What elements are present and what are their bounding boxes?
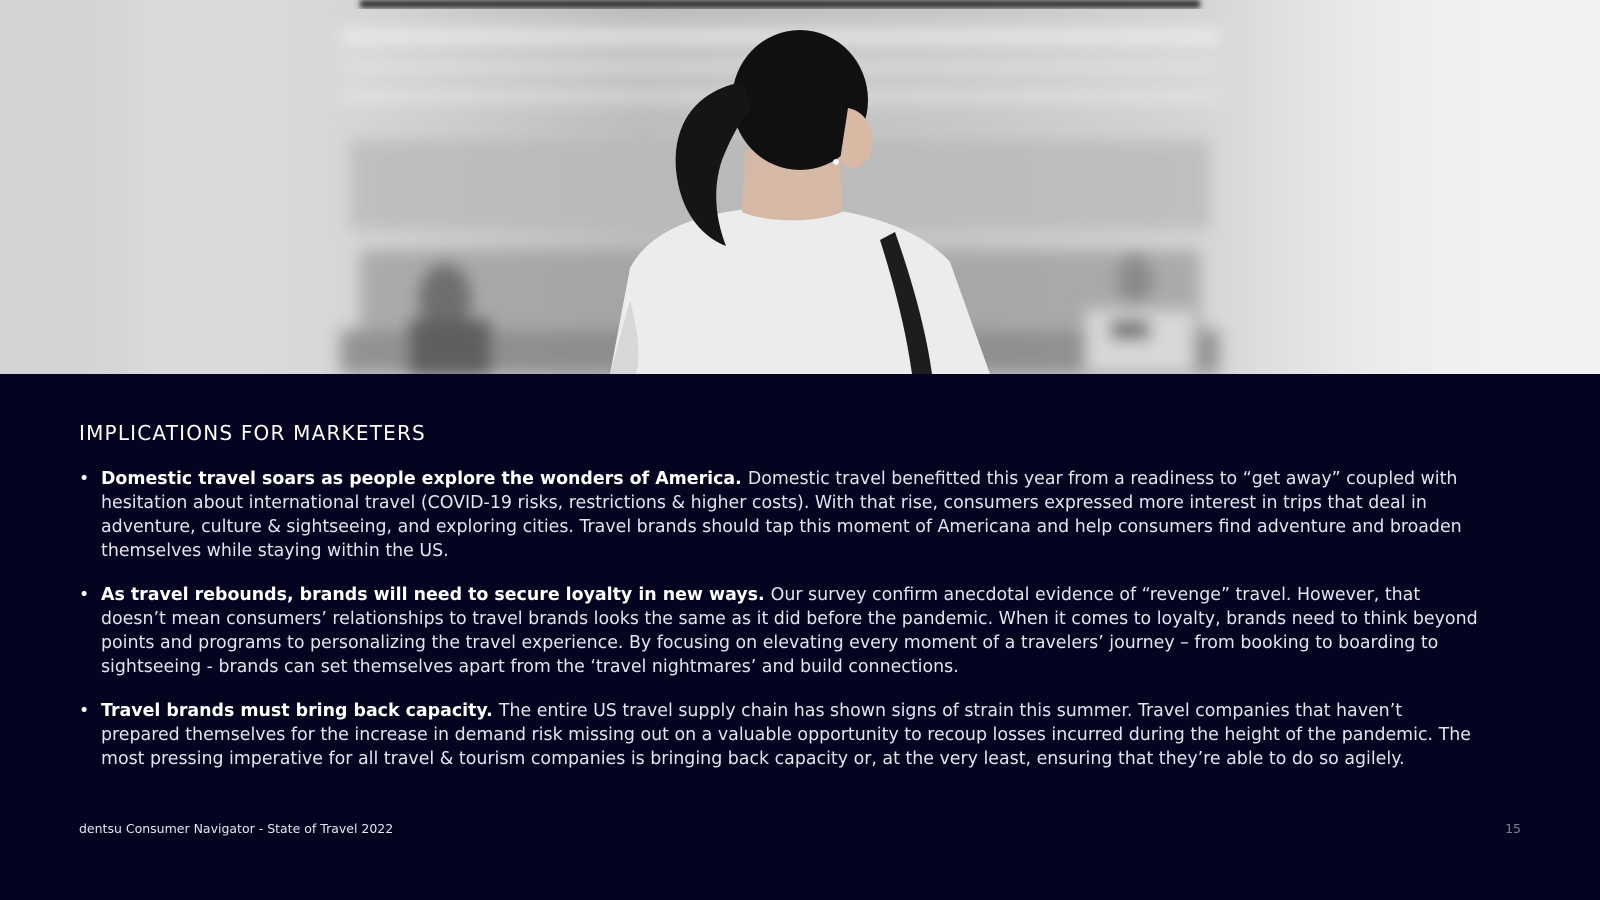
hero-photo-illustration <box>0 0 1600 374</box>
bullet-lead: Domestic travel soars as people explore the wonders of America. <box>101 469 748 489</box>
list-item <box>79 467 1479 563</box>
footer-source: dentsu Consumer Navigator - State of Travel 2022 <box>79 821 394 836</box>
list-item <box>79 583 1479 679</box>
bullet-body: The entire US travel supply chain has shown signs of strain this summer. Travel companies that haven’t prepared themselves for the increase in demand risk missing out on a valuable opportunity to recoup losses incurred during the height of the pandemic. The most pressing imperative for all travel & tourism companies is bringing back capacity or, at the very least, ensuring that they’re able to do so agilely. <box>101 701 1471 769</box>
bullet-lead: Travel brands must bring back capacity. <box>101 701 499 721</box>
hero-photo <box>0 0 1600 374</box>
bullet-lead: As travel rebounds, brands will need to secure loyalty in new ways. <box>101 585 771 605</box>
list-item <box>79 699 1479 771</box>
bullet-body: Our survey confirm anecdotal evidence of “revenge” travel. However, that doesn’t mean consumers’ relationships to travel brands looks the same as it did before the pandemic. When it comes to loyalty, brands need to think beyond points and programs to personalizing the travel experience. By focusing on elevating every moment of a travelers’ journey – from booking to boarding to sightseeing - brands can set themselves apart from the ‘travel nightmares’ and build connections. <box>101 585 1478 677</box>
page-number: 15 <box>1505 821 1521 836</box>
implications-list <box>79 467 1479 791</box>
bullet-body: Domestic travel benefitted this year from a readiness to “get away” coupled with hesitation about international travel (COVID-19 risks, restrictions & higher costs). With that rise, consumers expressed more interest in trips that deal in adventure, culture & sightseeing, and exploring cities. Travel brands should tap this moment of Americana and help consumers find adventure and broaden themselves while staying within the US. <box>101 469 1462 561</box>
section-title: IMPLICATIONS FOR MARKETERS <box>79 421 426 445</box>
